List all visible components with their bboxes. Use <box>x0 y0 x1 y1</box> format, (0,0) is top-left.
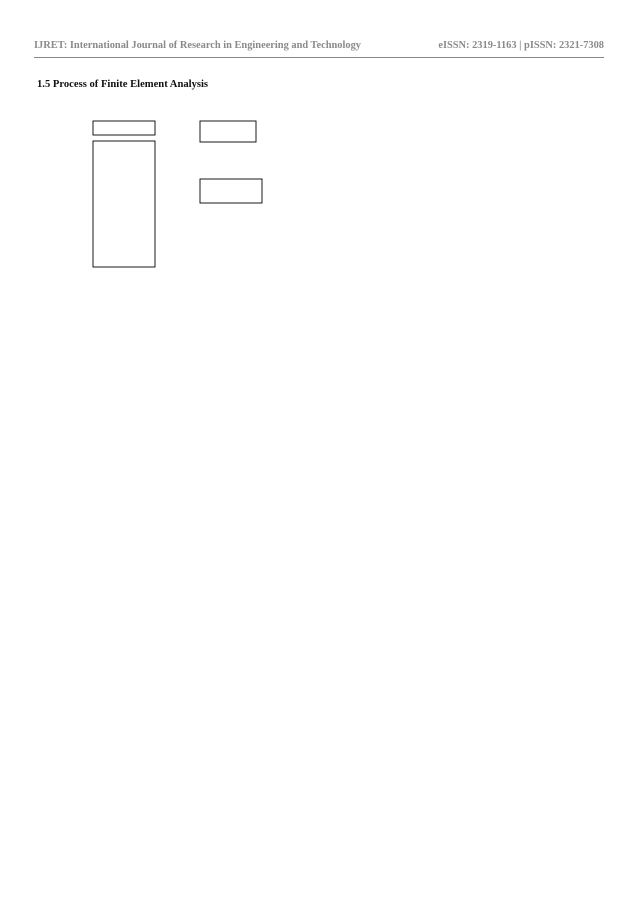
section-heading-1-5: 1.5 Process of Finite Element Analysis <box>37 79 209 90</box>
journal-title: IJRET: International Journal of Research in Engineering and Technology <box>34 40 361 51</box>
box-math-model <box>93 141 155 267</box>
page-header <box>34 40 604 54</box>
box-improve-model <box>200 179 262 203</box>
box-physical-problems <box>93 121 155 135</box>
issn-text: eISSN: 2319-1163 | pISSN: 2321-7308 <box>438 40 604 51</box>
box-change-physical <box>200 121 256 142</box>
header-rule <box>34 57 604 58</box>
figure-1-1 <box>37 97 303 442</box>
left-column <box>37 78 303 442</box>
fea-flowchart <box>37 97 303 437</box>
